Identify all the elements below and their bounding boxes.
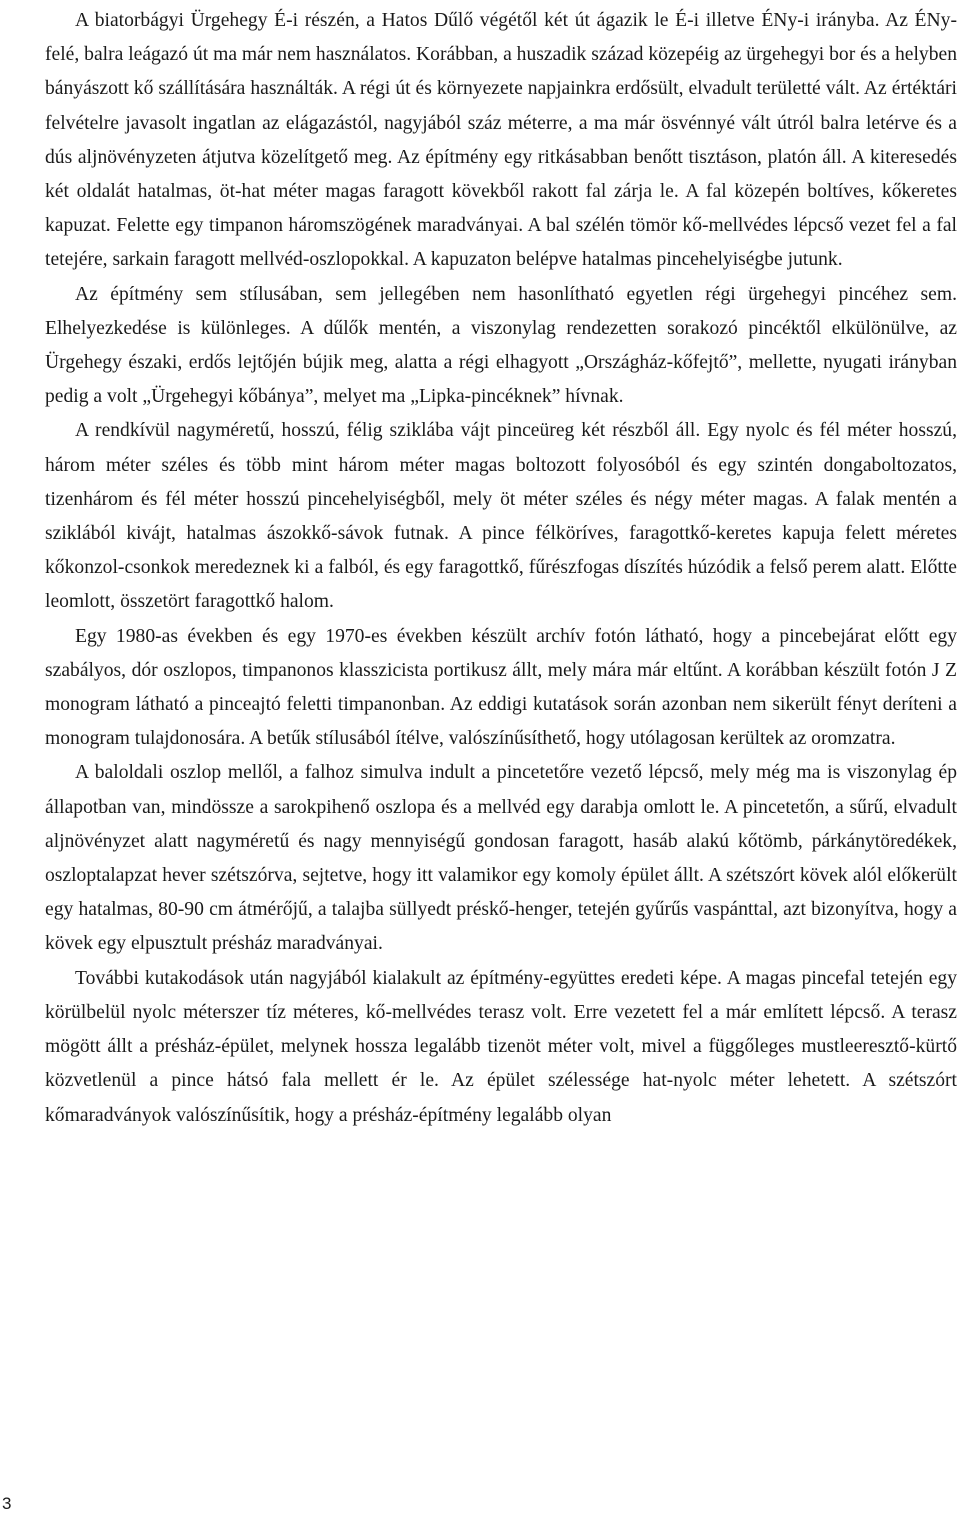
page-number: 3 <box>2 1494 12 1513</box>
paragraph: A rendkívül nagyméretű, hosszú, félig sziklába vájt pinceüreg két részből áll. Egy nyolc és fél méter hosszú, három méter széles és több mint három méter magas boltozott folyosóból és egy szintén dongaboltozatos, tizenhárom és fél méter hosszú pincehelyiségből, mely öt méter széles és négy méter magas. A falak mentén a sziklából kivájt, hatalmas ászokkő-sávok futnak. A pince félköríves, faragottkő-keretes kapuja felett méretes kőkonzol-csonkok meredeznek ki a falból, és egy faragottkő, fűrészfogas díszítés húzódik a felső perem alatt. Előtte leomlott, összetört faragottkő halom. <box>45 420 957 613</box>
paragraph: A baloldali oszlop mellől, a falhoz simulva indult a pincetetőre vezető lépcső, mely még ma is viszonylag ép állapotban van, mindössze a sarokpihenő oszlopa és a mellvéd egy darabja omlott le. A pincetetőn, a sűrű, elvadult aljnövényzet alatt nagyméretű és nagy mennyiségű gondosan faragott, hasáb alakú kőtömb, párkánytöredékek, oszloptalapzat hever szétszórva, sejtetve, hogy itt valamikor egy komoly épület állt. A szétszórt kövek alól előkerült egy hatalmas, 80-90 cm átmérőjű, a talajba süllyedt préskő-henger, tetején gyűrűs vaspánttal, azt bizonyítva, hogy a kövek egy elpusztult présház maradványai. <box>45 762 957 955</box>
paragraph: A biatorbágyi Ürgehegy É-i részén, a Hatos Dűlő végétől két út ágazik le É-i illetve ÉNy-i irányba. Az ÉNy-felé, balra leágazó út ma már nem használatos. Korábban, a huszadik század közepéig az ürgehegyi bor és a helyben bányászott kő szállítására használták. A régi út és környezete napjainkra erdősült, elvadult területté vált. Az értéktári felvételre javasolt ingatlan az elágazástól, nagyjából száz méterre, a ma már ösvénnyé vált útról balra letérve és a dús aljnövényzeten átjutva közelítgető meg. Az építmény egy ritkásabban benőtt tisztáson, platón áll. A kiteresedés két oldalát hatalmas, öt-hat méter magas faragott kövekből rakott fal zárja le. A fal közepén boltíves, kőkeretes kapuzat. Felette egy timpanon háromszögének maradványai. A bal szélén tömör kő-mellvédes lépcső vezet fel a fal tetejére, sarkain faragott mellvéd-oszlopokkal. A kapuzaton belépve hatalmas pincehelyiségbe jutunk. <box>45 10 957 271</box>
document-body <box>45 4 957 1133</box>
paragraph: Az építmény sem stílusában, sem jellegében nem hasonlítható egyetlen régi ürgehegyi pincéhez sem. Elhelyezkedése is különleges. A dűlők mentén, a viszonylag rendezetten sorakozó pincéktől elkülönülve, az Ürgehegy északi, erdős lejtőjén bújik meg, alatta a régi elhagyott „Országház-kőfejtő”, mellette, nyugati irányban pedig a volt „Ürgehegyi kőbánya”, melyet ma „Lipka-pincéknek” hívnak. <box>45 283 957 408</box>
paragraph: Egy 1980-as években és egy 1970-es években készült archív fotón látható, hogy a pincebejárat előtt egy szabályos, dór oszlopos, timpanonos klasszicista portikusz állt, mely mára már eltűnt. A korábban készült fotón J Z monogram látható a pinceajtó feletti timpanonban. Az eddigi kutatások során azonban nem sikerült fényt deríteni a monogram tulajdonosára. A betűk stílusából ítélve, valószínűsíthető, hogy utólagosan kerültek az oromzatra. <box>45 625 957 750</box>
paragraph: További kutakodások után nagyjából kialakult az építmény-együttes eredeti képe. A magas pincefal tetején egy körülbelül nyolc méterszer tíz méteres, kő-mellvédes terasz volt. Erre vezetett fel a már említett lépcső. A terasz mögött állt a présház-épület, melynek hossza legalább tizenöt méter volt, mivel a függőleges mustleeresztő-kürtő közvetlenül a pince hátsó fala mellett ér le. Az épület szélessége hat-nyolc méter lehetett. A szétszórt kőmaradványok valószínűsítik, hogy a présház-építmény legalább olyan <box>45 967 957 1126</box>
